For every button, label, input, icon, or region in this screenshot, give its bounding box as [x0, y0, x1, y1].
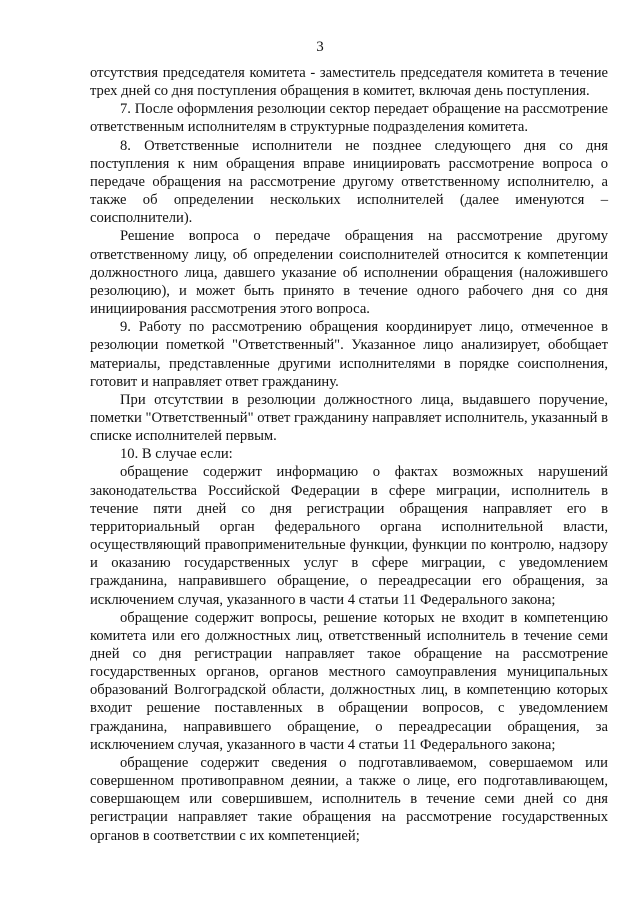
paragraph-no-responsible-mark: При отсутствии в резолюции должностного лица, выдавшего поручение, пометки "Ответственный" ответ гражданину направляет исполнитель, указанный в списке исполнителей первым. — [90, 391, 608, 445]
paragraph-competence-case: обращение содержит вопросы, решение которых не входит в компетенцию комитета или его должностных лиц, ответственный исполнитель в течение семи дней со дня регистрации направляет такое обращение на рассмотрение государственных органов, органов местного самоуправления муниципальных образований Волгоградской области, должностных лиц, в компетенцию которых входит решение поставленных в обращении вопросов, с уведомлением гражданина, направившего обращение, о переадресации обращения, за исключением случая, указанного в части 4 статьи 11 Федерального закона; — [90, 609, 608, 753]
paragraph-item-8: 8. Ответственные исполнители не позднее следующего дня со дня поступления к ним обращения вправе инициировать рассмотрение вопроса о передаче обращения на рассмотрение другому ответственному исполнителю, а также об определении нескольких исполнителей (далее именуются – соисполнители). — [90, 137, 608, 227]
paragraph-unlawful-act-case: обращение содержит сведения о подготавливаемом, совершаемом или совершенном противоправном деянии, а также о лице, его подготавливающем, совершающем или совершившем, исполнитель в течение семи дней со дня регистрации направляет такие обращения на рассмотрение государственных органов в соответствии с их компетенцией; — [90, 754, 608, 844]
paragraph-migration-case: обращение содержит информацию о фактах возможных нарушений законодательства Российской Федерации в сфере миграции, исполнитель в течение пяти дней со дня регистрации обращения направляет его в территориальный орган федерального органа исполнительной власти, осуществляющий правоприменительные функции, функции по контролю, надзору и оказанию государственных услуг в сфере миграции, с уведомлением гражданина, направившего обращение, о переадресации его обращения, за исключением случая, указанного в части 4 статьи 11 Федерального закона; — [90, 464, 608, 608]
paragraph-item-10: 10. В случае если: — [120, 446, 233, 463]
paragraph-item-9: 9. Работу по рассмотрению обращения координирует лицо, отмеченное в резолюции пометкой "Ответственный". Указанное лицо анализирует, обобщает материалы, представленные другими исполнителями в порядке соисполнения, готовит и направляет ответ гражданину. — [90, 319, 608, 390]
paragraph-transfer-decision: Решение вопроса о передаче обращения на рассмотрение другому ответственному лицу, об определении соисполнителей относится к компетенции должностного лица, давшего указание об исполнении обращения (наложившего резолюцию), и может быть принято в течение одного рабочего дня со дня инициирования рассмотрения этого вопроса. — [90, 228, 608, 318]
paragraph-item-7: 7. После оформления резолюции сектор передает обращение на рассмотрение ответственным исполнителям в структурные подразделения комитета. — [90, 101, 608, 136]
paragraph-continuation: отсутствия председателя комитета - заместитель председателя комитета в течение трех дней со дня поступления обращения в комитет, включая день поступления. — [90, 65, 608, 100]
document-body — [90, 64, 608, 845]
page-number: 3 — [316, 39, 324, 55]
